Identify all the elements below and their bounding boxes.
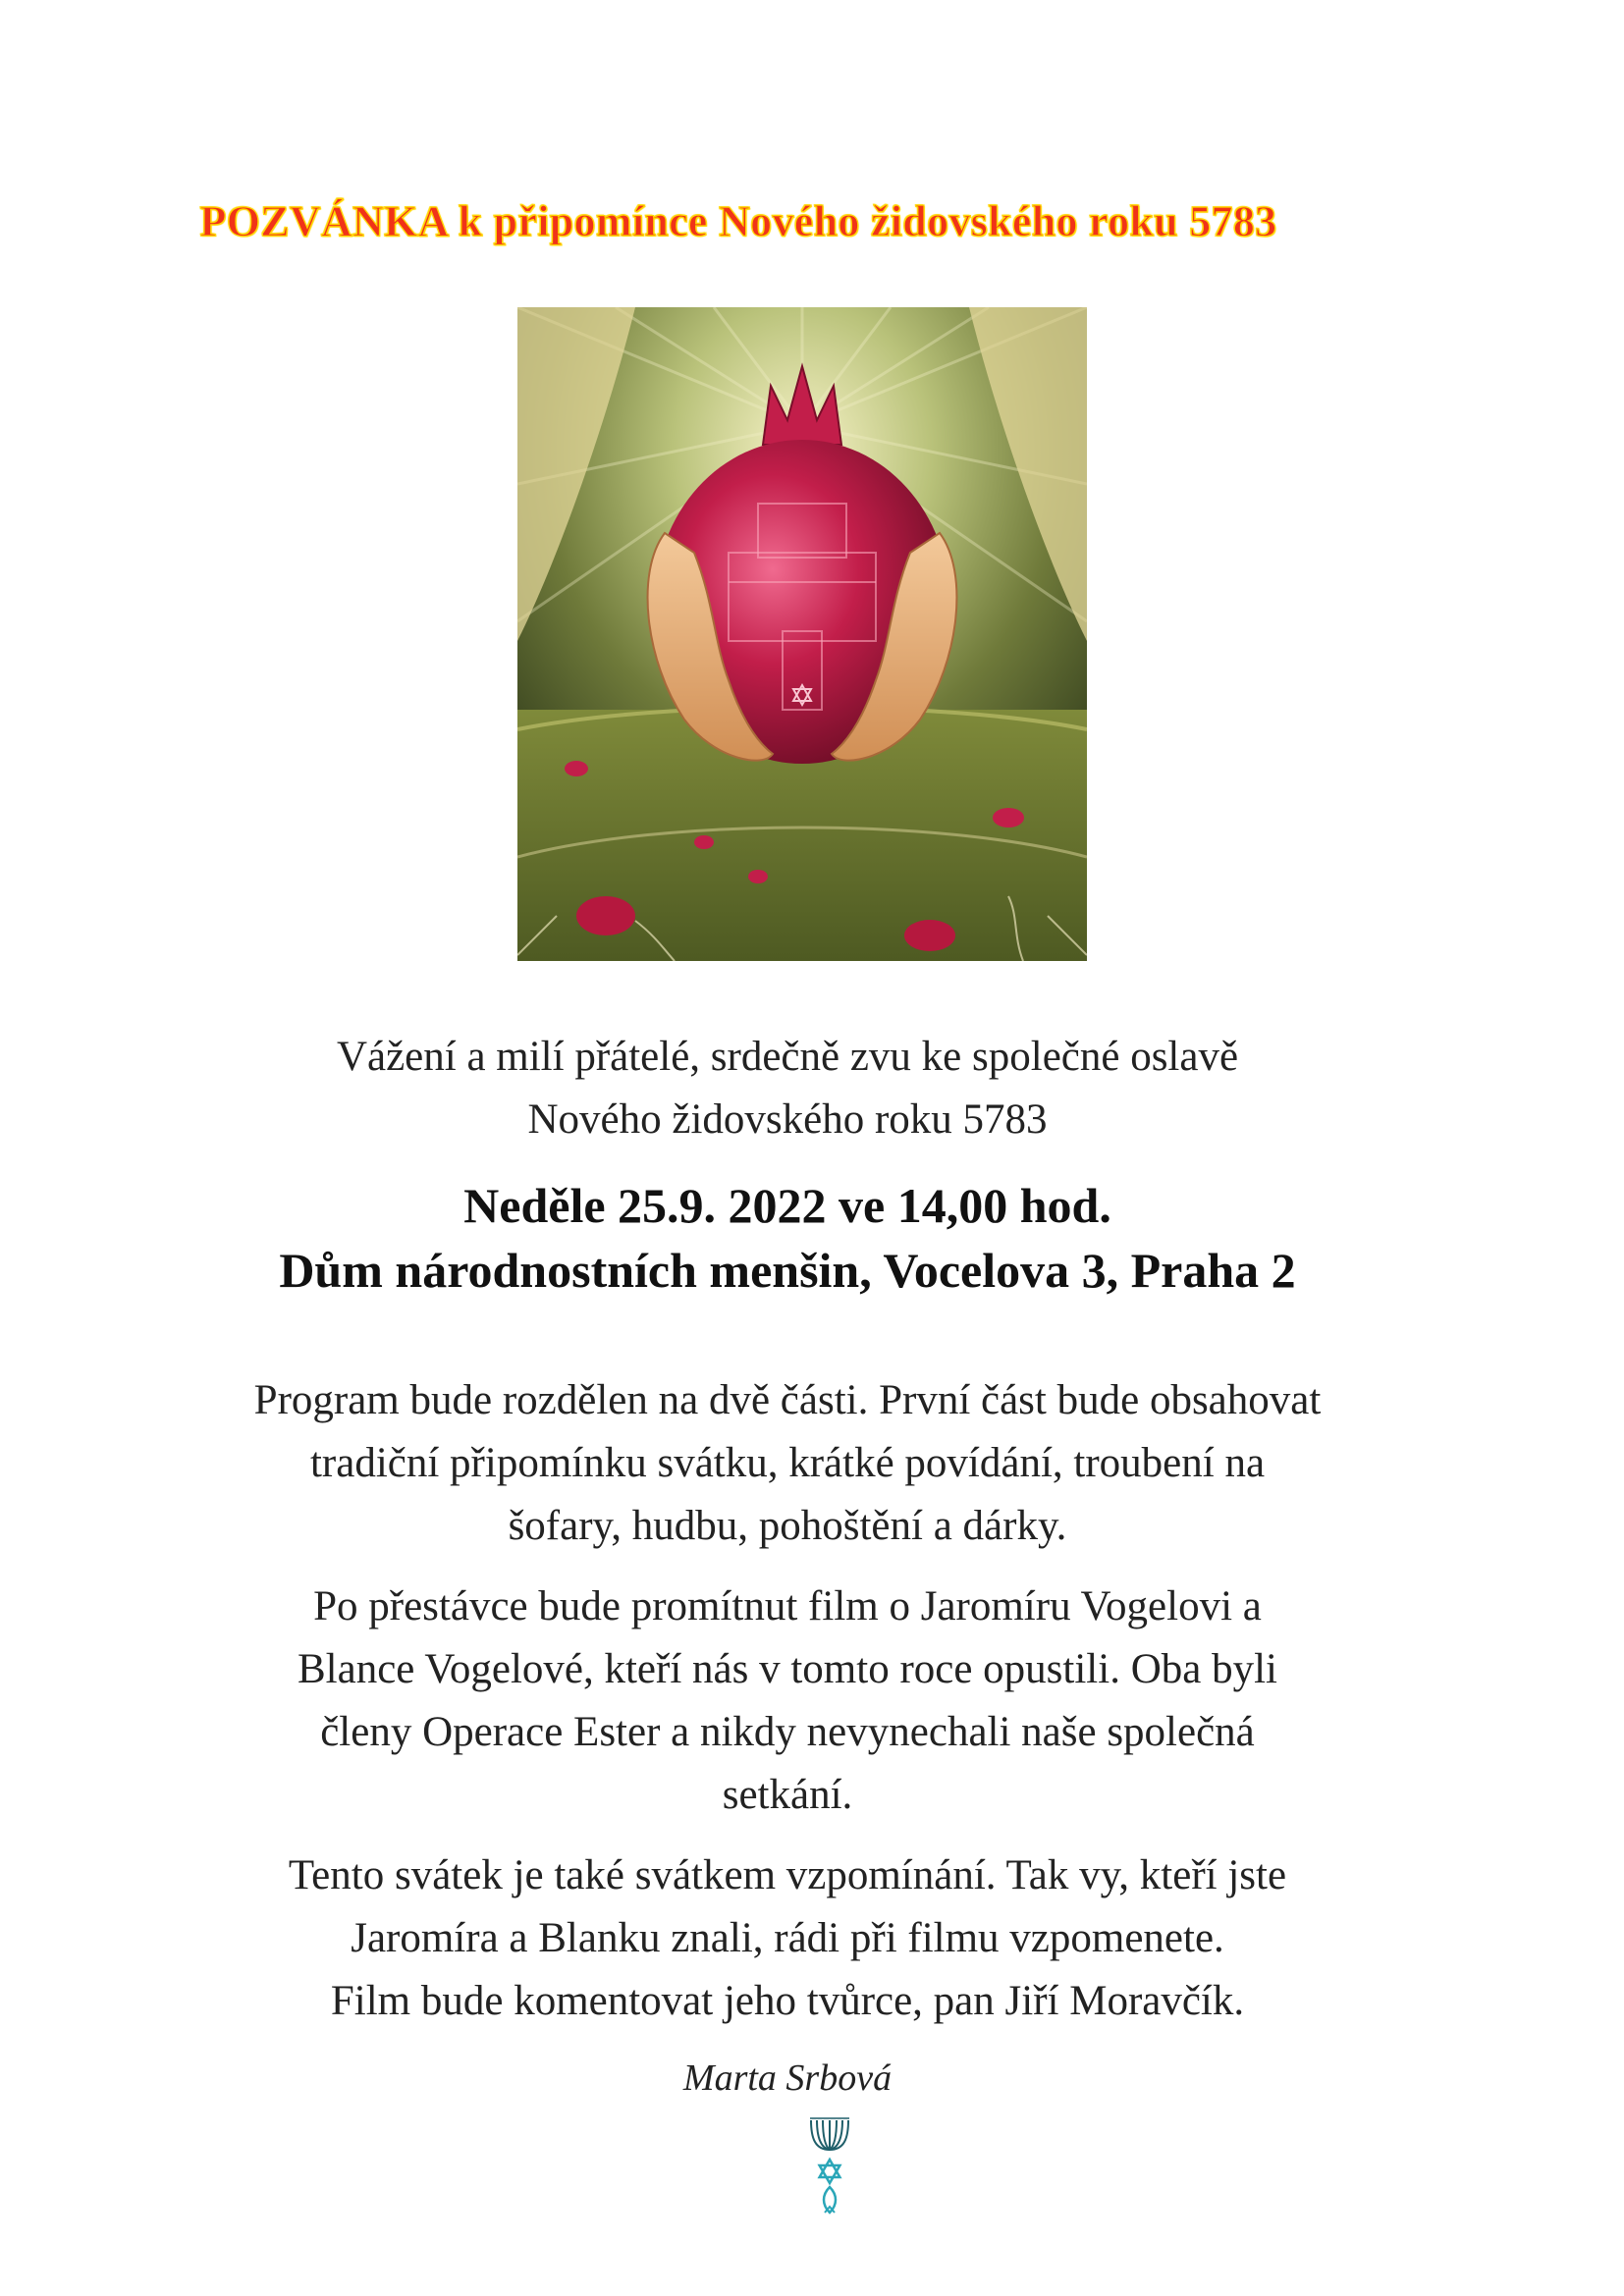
signature: Marta Srbová [682, 2057, 893, 2099]
event-venue: Dům národnostních menšin, Vocelova 3, Praha 2 [279, 1243, 1296, 1298]
program-line: Film bude komentovat jeho tvůrce, pan Jiří Moravčík. [330, 1978, 1245, 2024]
program-description [0, 1369, 1624, 2051]
program-paragraph [0, 1369, 1575, 1558]
greeting-line: Nového židovského roku 5783 [527, 1096, 1048, 1143]
pomegranate-painting-icon [517, 307, 1087, 961]
event-details [0, 1173, 1624, 1303]
program-line: Jaromíra a Blanku znali, rádi při filmu vzpomenete. [351, 1915, 1224, 1961]
program-line: šofary, hudbu, pohoštění a dárky. [508, 1503, 1067, 1549]
program-line: Tento svátek je také svátkem vzpomínání. Tak vy, kteří jste [288, 1852, 1287, 1898]
program-line: setkání. [722, 1772, 853, 1818]
program-paragraph [0, 1575, 1575, 1827]
pomegranate-painting [517, 307, 1087, 961]
event-datetime: Neděle 25.9. 2022 ve 14,00 hod. [463, 1178, 1111, 1233]
program-line: členy Operace Ester a nikdy nevynechali naše společná [320, 1709, 1255, 1755]
program-line: tradiční připomínku svátku, krátké povídání, troubení na [309, 1440, 1266, 1486]
program-line: Po přestávce bude promítnut film o Jaromíru Vogelovi a [313, 1583, 1262, 1629]
greeting-line: Vážení a milí přátelé, srdečně zvu ke společné oslavě [336, 1034, 1239, 1080]
program-line: Program bude rozdělen na dvě části. První část bude obsahovat [253, 1377, 1322, 1423]
menorah-star-fish-icon [805, 2110, 854, 2218]
greeting [0, 1026, 1624, 1151]
program-paragraph [0, 1844, 1575, 2033]
invitation-title: POZVÁNKA k připomínce Nového židovského roku 5783 [199, 197, 1277, 245]
program-line: Blance Vogelové, kteří nás v tomto roce opustili. Oba byli [298, 1646, 1277, 1692]
